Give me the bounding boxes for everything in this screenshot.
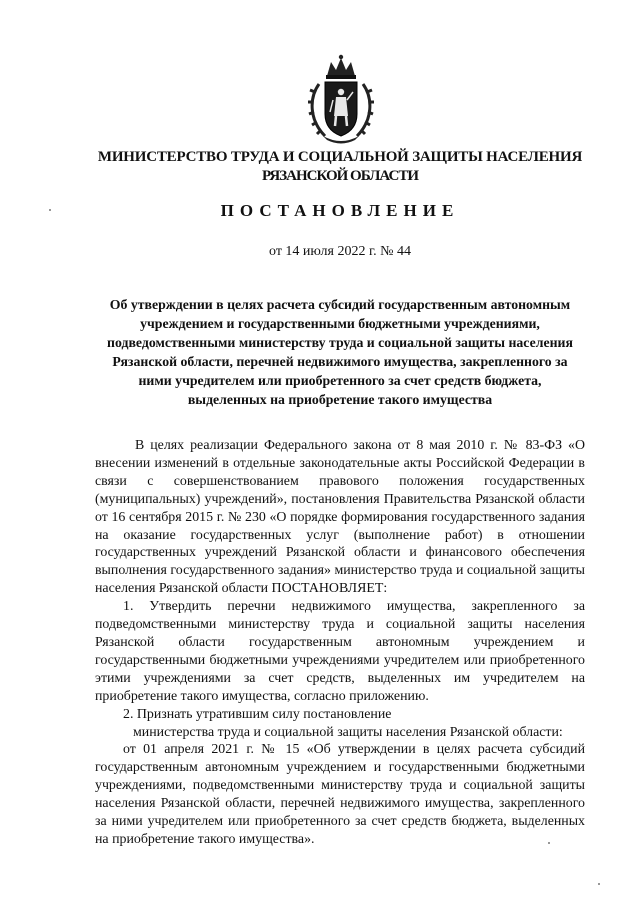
scan-speck	[548, 842, 550, 844]
document-title: Об утверждении в целях расчета субсидий государственным автономным учреждением и государственными бюджетными учреждениями, подведомственными министерству труда и социальной защиты населения Рязанской области, перечней недвижимого имущества, закрепленного за ними учредителем или приобретенного за счет средств бюджета, выделенных на приобретение такого имущества	[107, 297, 573, 407]
ministry-name-line1: МИНИСТЕРСТВО ТРУДА И СОЦИАЛЬНОЙ ЗАЩИТЫ НАСЕЛЕНИЯ	[97, 149, 583, 165]
scan-speck	[598, 883, 600, 885]
item-2-heading: 2. Признать утратившим силу постановление	[123, 706, 392, 722]
item-2-subheading: министерства труда и социальной защиты населения Рязанской области:	[133, 724, 563, 740]
document-type-heading: ПОСТАНОВЛЕНИЕ	[220, 201, 460, 220]
ryazan-coat-of-arms-emblem	[305, 54, 377, 144]
item-2-text: от 01 апреля 2021 г. № 15 «Об утверждении в целях расчета субсидий государственным автономным учреждением и государственными бюджетными учреждениями, подведомственными министерству труда и социальной защиты населения Рязанской области, перечней недвижимого имущества, закрепленного за ними учредителем или приобретенного за счет средств бюджета, выделенных на приобретение такого имущества».	[95, 742, 585, 847]
document-date-number: от 14 июля 2022 г. № 44	[269, 244, 411, 259]
scan-speck	[49, 209, 51, 211]
ministry-name-line2: РЯЗАНСКОЙ ОБЛАСТИ	[261, 168, 419, 184]
preamble-paragraph: В целях реализации Федерального закона от 8 мая 2010 г. № 83-ФЗ «О внесении изменений в отдельные законодательные акты Российской Федерации в связи с совершенствованием правового положения государственных (муниципальных) учреждений», постановления Правительства Рязанской области от 16 сентября 2015 г. № 230 «О порядке формирования государственного задания на оказание государственных услуг (выполнение работ) в отношении государственных учреждений Рязанской области и финансового обеспечения выполнения государственного задания» министерство труда и социальной защиты населения Рязанской области ПОСТАНОВЛЯЕТ:	[95, 438, 585, 597]
document-body	[95, 437, 585, 849]
ministry-name	[60, 148, 620, 186]
item-1-paragraph: 1. Утвердить перечни недвижимого имущества, закрепленного за подведомственными министерству труда и социальной защиты населения Рязанской области государственным автономным учреждением и государственными бюджетными учреждениями учредителем или приобретенного этими учреждениями за счет средств, выделенных им учредителем на приобретение такого имущества, согласно приложению.	[95, 599, 585, 704]
